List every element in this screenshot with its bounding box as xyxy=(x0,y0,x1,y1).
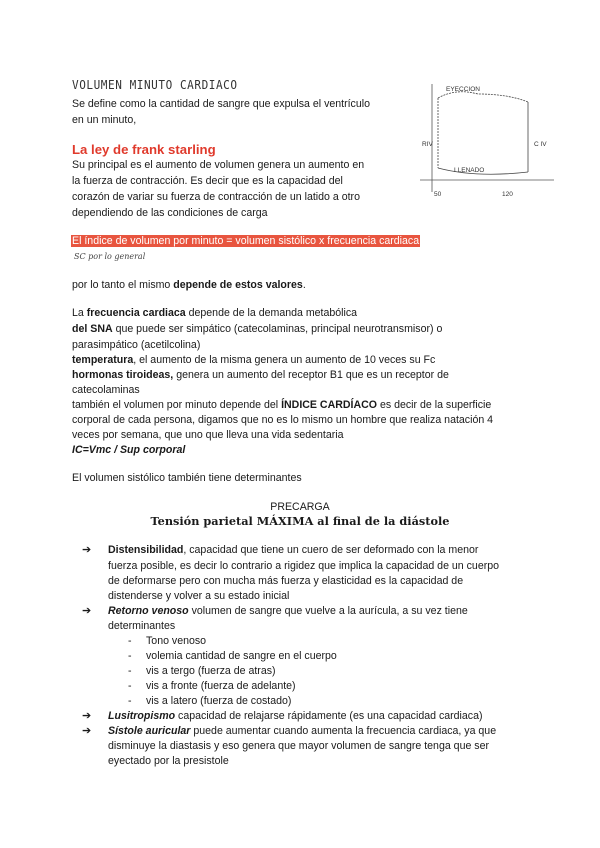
frank-line-2: la fuerza de contracción. Es decir que es la capacidad del xyxy=(72,175,343,187)
bullet-4-line-3: eyectado por la presistole xyxy=(108,755,229,767)
bullet-2-line-2: determinantes xyxy=(108,620,176,632)
frank-line-1: Su principal es el aumento de volumen genera un aumento en xyxy=(72,159,365,171)
precarga-label: PRECARGA xyxy=(270,501,330,513)
arrow-icon: ➔ xyxy=(82,710,92,722)
bullet-sistole-auricular: Sístole auricular puede aumentar cuando aumenta la frecuencia cardiaca, ya que xyxy=(108,725,497,737)
diagram-top-label: EYECCION xyxy=(446,86,480,93)
sub-dash: - xyxy=(128,635,132,647)
depends-line: por lo tanto el mismo depende de estos valores. xyxy=(72,279,306,291)
precarga-subtitle: Tensión parietal MÁXIMA al final de la diástole xyxy=(150,514,450,528)
bullet-lusitropismo: Lusitropismo capacidad de relajarse rápidamente (es una capacidad cardiaca) xyxy=(108,710,483,722)
freq-line-3: parasimpático (acetilcolina) xyxy=(72,339,201,351)
freq-line-8: corporal de cada persona, digamos que no es lo mismo un hombre que realiza natación 4 xyxy=(72,414,494,426)
sub-item-volemia: volemia cantidad de sangre en el cuerpo xyxy=(146,650,337,662)
pv-loop-svg xyxy=(416,80,556,200)
bullet-4-line-2: disminuye la diastasis y eso genera que mayor volumen de sangre tenga que ser xyxy=(108,740,490,752)
sub-dash: - xyxy=(128,695,132,707)
arrow-icon: ➔ xyxy=(82,605,92,617)
sub-dash: - xyxy=(128,665,132,677)
frank-starling-heading: La ley de frank starling xyxy=(72,142,216,157)
diagram-tick-120: 120 xyxy=(502,191,513,198)
sub-dash: - xyxy=(128,680,132,692)
freq-line-9: veces por semana, que uno que lleva una vida sedentaria xyxy=(72,429,344,441)
freq-line-4: temperatura, el aumento de la misma genera un aumento de 10 veces su Fc xyxy=(72,354,436,366)
bullet-1-line-2: fuerza posible, es decir lo contrario a rigidez que implica la capacidad de un cuerpo xyxy=(108,560,500,572)
intro-line-2: en un minuto, xyxy=(72,114,137,126)
pv-loop-diagram xyxy=(416,80,556,200)
diagram-tick-50: 50 xyxy=(434,191,442,198)
freq-line-2: del SNA que puede ser simpático (catecolaminas, principal neurotransmisor) o xyxy=(72,323,443,335)
arrow-icon: ➔ xyxy=(82,725,92,737)
sub-item-latero: vis a latero (fuerza de costado) xyxy=(146,695,292,707)
freq-line-1: La frecuencia cardiaca depende de la demanda metabólica xyxy=(72,307,358,319)
frank-line-3: corazón de variar su fuerza de contracción de un latido a otro xyxy=(72,191,360,203)
ic-formula: IC=Vmc / Sup corporal xyxy=(72,444,186,456)
frank-line-4: dependiendo de las condiciones de carga xyxy=(72,207,268,219)
sub-item-fronte: vis a fronte (fuerza de adelante) xyxy=(146,680,296,692)
intro-line-1: Se define como la cantidad de sangre que expulsa el ventrículo xyxy=(72,98,370,110)
bullet-distensibilidad: Distensibilidad, capacidad que tiene un cuero de ser deformado con la menor xyxy=(108,544,479,556)
formula-highlight-text: El índice de volumen por minuto = volumen sistólico x frecuencia cardiaca xyxy=(72,235,420,247)
freq-line-7: también el volumen por minuto depende del ÍNDICE CARDÍACO es decir de la superficie xyxy=(72,399,492,411)
diagram-bottom-label: LLENADO xyxy=(454,167,485,174)
bullet-retorno-venoso: Retorno venoso volumen de sangre que vuelve a la aurícula, a su vez tiene xyxy=(108,605,468,617)
sub-item-tono: Tono venoso xyxy=(146,635,207,647)
freq-line-6: catecolaminas xyxy=(72,384,140,396)
freq-line-5: hormonas tiroideas, genera un aumento del receptor B1 que es un receptor de xyxy=(72,369,449,381)
page-title: VOLUMEN MINUTO CARDIACO xyxy=(72,78,238,92)
diagram-top-curve xyxy=(438,92,528,102)
handwritten-note: SC por lo general xyxy=(74,252,146,261)
diagram-left-label: RIV xyxy=(422,141,433,148)
sub-item-tergo: vis a tergo (fuerza de atras) xyxy=(146,665,276,677)
sistolico-line: El volumen sistólico también tiene determinantes xyxy=(72,472,302,484)
bullet-1-line-3: de deformarse pero con mucha más fuerza y elasticidad es la capacidad de xyxy=(108,575,464,587)
formula-highlight xyxy=(71,234,420,250)
sub-dash: - xyxy=(128,650,132,662)
arrow-icon: ➔ xyxy=(82,544,92,556)
diagram-right-label: C IV xyxy=(534,141,547,148)
bullet-1-line-4: distenderse y volver a su estado inicial xyxy=(108,590,290,602)
